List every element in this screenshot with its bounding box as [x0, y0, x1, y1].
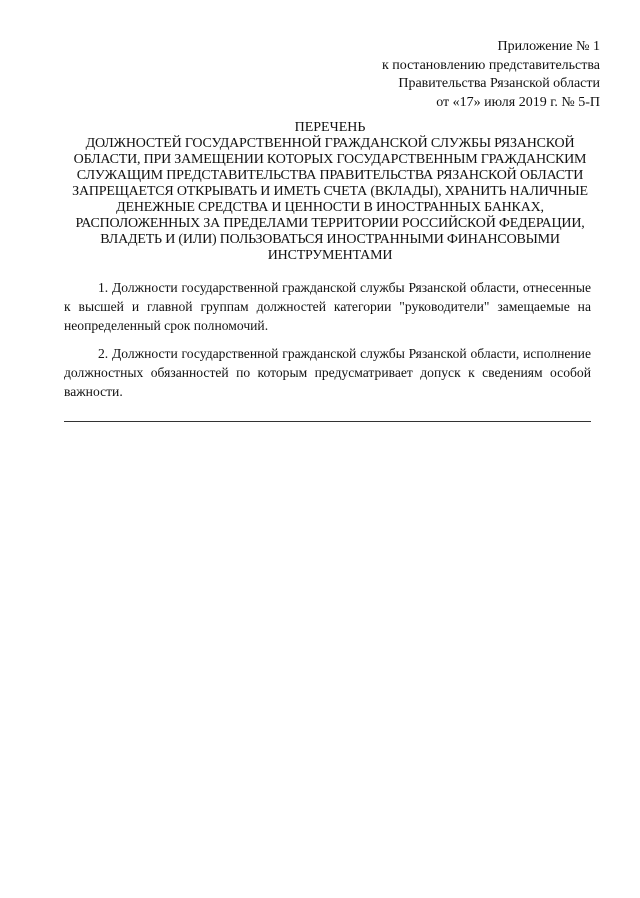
list-item: 1. Должности государственной гражданской службы Рязанской области, отнесенные к высшей и главной группам должностей категории "руководители" замещаемые на неопределенный срок полномочий. — [64, 280, 591, 333]
appendix-number: Приложение № 1 — [497, 39, 600, 54]
list-item: 2. Должности государственной гражданской службы Рязанской области, исполнение должностных обязанностей по которым предусматривает допуск к сведениям особой важности. — [64, 346, 591, 399]
appendix-decree-ref: к постановлению представительства — [381, 57, 600, 73]
appendix-date: от «17» июля 2019 г. № 5-П — [436, 94, 600, 110]
appendix-authority: Правительства Рязанской области — [398, 76, 600, 91]
title-body: ДОЛЖНОСТЕЙ ГОСУДАРСТВЕННОЙ ГРАЖДАНСКОЙ СЛУЖБЫ РЯЗАНСКОЙ ОБЛАСТИ, ПРИ ЗАМЕЩЕНИИ КОТОРЫХ ГОСУДАРСТВЕННЫМ ГРАЖДАНСКИМ СЛУЖАЩИМ ПРЕДСТАВИТЕЛЬСТВА ПРАВИТЕЛЬСТВА РЯЗАНСКОЙ ОБЛАСТИ ЗАПРЕЩАЕТСЯ ОТКРЫВАТЬ И ИМЕТЬ СЧЕТА (ВКЛАДЫ), ХРАНИТЬ НАЛИЧНЫЕ ДЕНЕЖНЫЕ СРЕДСТВА И ЦЕННОСТИ В ИНОСТРАННЫХ БАНКАХ, РАСПОЛОЖЕННЫХ ЗА ПРЕДЕЛАМИ ТЕРРИТОРИИ РОССИЙСКОЙ ФЕДЕРАЦИИ, ВЛАДЕТЬ И (ИЛИ) ПОЛЬЗОВАТЬСЯ ИНОСТРАННЫМИ ФИНАНСОВЫМИ ИНСТРУМЕНТАМИ — [72, 136, 588, 263]
document-title — [60, 120, 600, 264]
title-heading: ПЕРЕЧЕНЬ — [294, 120, 366, 135]
divider-line — [64, 421, 591, 422]
appendix-header — [382, 38, 600, 112]
